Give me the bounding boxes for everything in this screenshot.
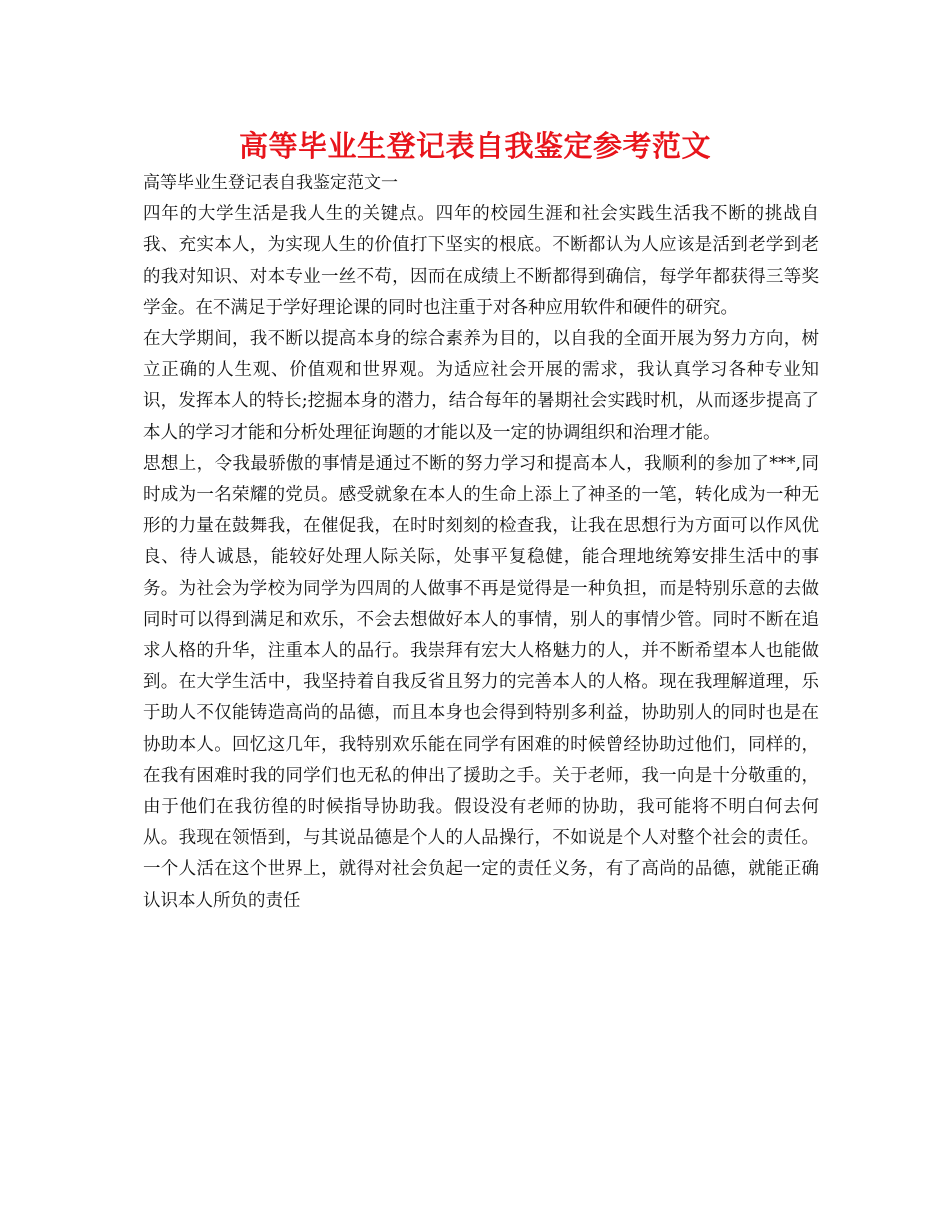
paragraph-1: 四年的大学生活是我人生的关键点。四年的校园生涯和社会实践生活我不断的挑战自我、充实本人，为实现人生的价值打下坚实的根底。不断都认为人应该是活到老学到老的我对知识、对本专业一丝不苟，因而在成绩上不断都得到确信，每学年都获得三等奖学金。在不满足于学好理论课的同时也注重于对各种应用软件和硬件的研究。 bbox=[143, 204, 819, 318]
document-title: 高等毕业生登记表自我鉴定参考范文 bbox=[238, 129, 711, 163]
document-body bbox=[143, 168, 819, 917]
paragraph-2: 在大学期间，我不断以提高本身的综合素养为目的，以自我的全面开展为努力方向，树立正确的人生观、价值观和世界观。为适应社会开展的需求，我认真学习各种专业知识，发挥本人的特长;挖掘本身的潜力，结合每年的暑期社会实践时机，从而逐步提高了本人的学习才能和分析处理征询题的才能以及一定的协调组织和治理才能。 bbox=[143, 329, 819, 443]
section-subtitle: 高等毕业生登记表自我鉴定范文一 bbox=[143, 173, 398, 193]
paragraph-3: 思想上，令我最骄傲的事情是通过不断的努力学习和提高本人，我顺利的参加了***,同时成为一名荣耀的党员。感受就象在本人的生命上添上了神圣的一笔，转化成为一种无形的力量在鼓舞我，在催促我，在时时刻刻的检查我，让我在思想行为方面可以作风优良、待人诚恳，能较好处理人际关际，处事平复稳健，能合理地统筹安排生活中的事务。为社会为学校为同学为四周的人做事不再是觉得是一种负担，而是特别乐意的去做同时可以得到满足和欢乐，不会去想做好本人的事情，别人的事情少管。同时不断在追求人格的升华，注重本人的品行。我崇拜有宏大人格魅力的人，并不断希望本人也能做到。在大学生活中，我坚持着自我反省且努力的完善本人的人格。现在我理解道理，乐于助人不仅能铸造高尚的品德，而且本身也会得到特别多利益，协助别人的同时也是在协助本人。回忆这几年，我特别欢乐能在同学有困难的时候曾经协助过他们，同样的，在我有困难时我的同学们也无私的伸出了援助之手。关于老师，我一向是十分敬重的，由于他们在我彷徨的时候指导协助我。假设没有老师的协助，我可能将不明白何去何从。我现在领悟到，与其说品德是个人的人品操行，不如说是个人对整个社会的责任。一个人活在这个世界上，就得对社会负起一定的责任义务，有了高尚的品德，就能正确认识本人所负的责任 bbox=[143, 453, 819, 911]
